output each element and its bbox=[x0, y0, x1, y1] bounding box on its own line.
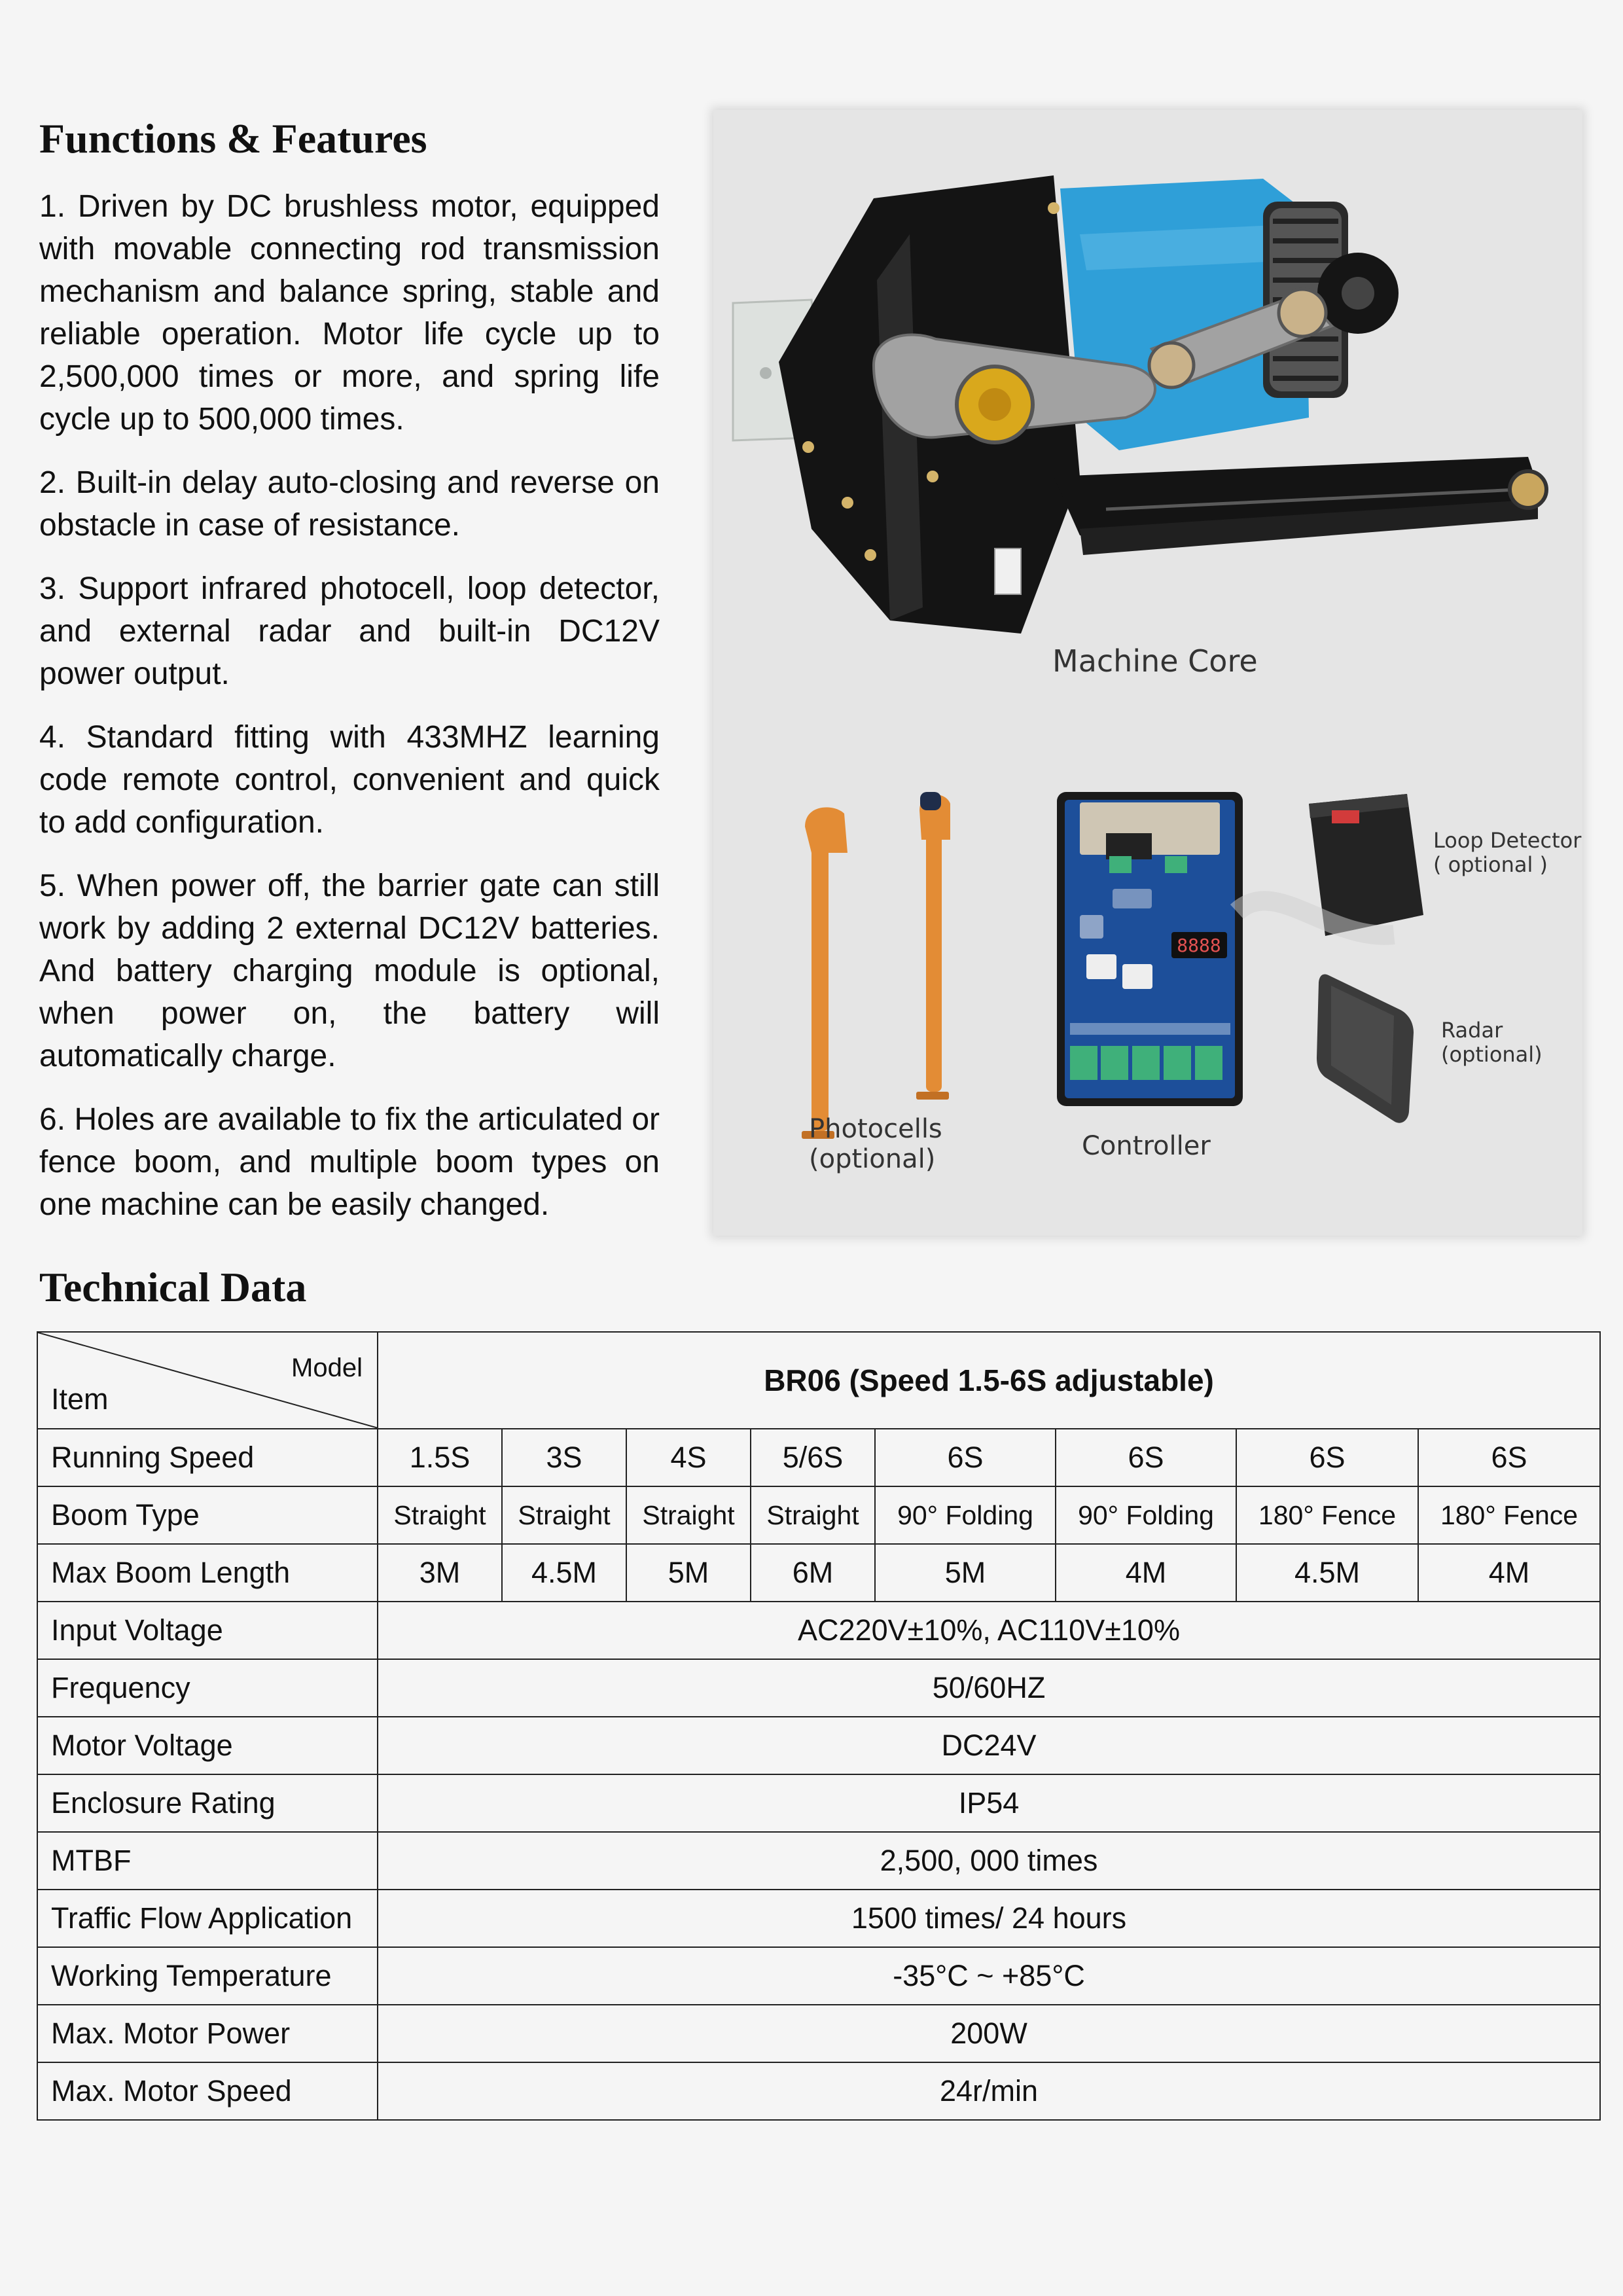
row-value: AC220V±10%, AC110V±10% bbox=[378, 1602, 1600, 1659]
row-label: Max. Motor Power bbox=[37, 2005, 378, 2062]
row-label: Max Boom Length bbox=[37, 1544, 378, 1602]
feature-item-2: 2. Built-in delay auto-closing and reverse on obstacle in case of resistance. bbox=[39, 465, 660, 543]
table-row-input-voltage bbox=[37, 1602, 1600, 1659]
header-corner-cell bbox=[37, 1332, 378, 1429]
caption-radar-line-1: Radar bbox=[1441, 1018, 1503, 1043]
row-label: Traffic Flow Application bbox=[37, 1890, 378, 1947]
machine-core-image bbox=[733, 175, 1546, 634]
row-label: Frequency bbox=[37, 1659, 378, 1717]
row-label: Input Voltage bbox=[37, 1602, 378, 1659]
radar-image bbox=[1317, 974, 1414, 1122]
table-cell: 4S bbox=[626, 1429, 751, 1486]
table-row-max-motor-power bbox=[37, 2005, 1600, 2062]
table-cell: 90° Folding bbox=[1056, 1486, 1236, 1544]
table-header-row bbox=[37, 1332, 1600, 1429]
row-value: 1500 times/ 24 hours bbox=[378, 1890, 1600, 1947]
caption-machine-core: Machine Core bbox=[1052, 643, 1258, 679]
photocell-right-image bbox=[916, 792, 950, 1100]
row-value: DC24V bbox=[378, 1717, 1600, 1774]
table-cell: 6S bbox=[1418, 1429, 1600, 1486]
product-image-panel bbox=[713, 110, 1582, 1236]
row-label: Working Temperature bbox=[37, 1947, 378, 2005]
caption-loop-detector bbox=[1433, 829, 1581, 877]
table-cell: 4M bbox=[1056, 1544, 1236, 1602]
table-cell: 90° Folding bbox=[875, 1486, 1056, 1544]
table-cell: 6S bbox=[1056, 1429, 1236, 1486]
features-list bbox=[39, 185, 660, 1247]
caption-loop-detector-line-1: Loop Detector bbox=[1433, 828, 1582, 853]
table-cell: Straight bbox=[751, 1486, 875, 1544]
feature-item-3: 3. Support infrared photocell, loop detector, and external radar and built-in DC12V power output. bbox=[39, 571, 660, 691]
table-row-traffic-flow bbox=[37, 1890, 1600, 1947]
table-row-working-temperature bbox=[37, 1947, 1600, 2005]
table-row-max-boom-length bbox=[37, 1544, 1600, 1602]
feature-item-6: 6. Holes are available to fix the articulated or fence boom, and multiple boom types on one machine can be easily changed. bbox=[39, 1102, 660, 1222]
table-cell: 6S bbox=[1236, 1429, 1418, 1486]
feature-item-4: 4. Standard fitting with 433MHZ learning code remote control, convenient and quick to add configuration. bbox=[39, 720, 660, 840]
model-name-cell: BR06 (Speed 1.5-6S adjustable) bbox=[378, 1332, 1600, 1429]
caption-photocells bbox=[809, 1114, 942, 1174]
row-label: Running Speed bbox=[37, 1429, 378, 1486]
table-cell: 180° Fence bbox=[1418, 1486, 1600, 1544]
table-cell: 6S bbox=[875, 1429, 1056, 1486]
row-value: IP54 bbox=[378, 1774, 1600, 1832]
row-value: -35°C ~ +85°C bbox=[378, 1947, 1600, 2005]
caption-controller: Controller bbox=[1082, 1131, 1211, 1161]
row-label: Enclosure Rating bbox=[37, 1774, 378, 1832]
table-cell: Straight bbox=[378, 1486, 502, 1544]
technical-data-table bbox=[37, 1331, 1601, 2121]
caption-radar-line-2: (optional) bbox=[1441, 1041, 1543, 1067]
table-cell: Straight bbox=[502, 1486, 626, 1544]
model-label: Model bbox=[291, 1354, 363, 1382]
table-cell: 4M bbox=[1418, 1544, 1600, 1602]
table-cell: 3M bbox=[378, 1544, 502, 1602]
controller-display-readout: 8888 bbox=[1177, 935, 1221, 956]
table-cell: 4.5M bbox=[1236, 1544, 1418, 1602]
table-row-motor-voltage bbox=[37, 1717, 1600, 1774]
table-cell: 5M bbox=[626, 1544, 751, 1602]
table-row-boom-type bbox=[37, 1486, 1600, 1544]
item-label: Item bbox=[51, 1382, 109, 1416]
feature-item-5: 5. When power off, the barrier gate can still work by adding 2 external DC12V batteries. And battery charging module is optional, when power on, the battery will automatically charge. bbox=[39, 869, 660, 1073]
caption-photocells-line-2: (optional) bbox=[809, 1144, 936, 1174]
table-cell: 5/6S bbox=[751, 1429, 875, 1486]
table-row-running-speed bbox=[37, 1429, 1600, 1486]
row-label: Motor Voltage bbox=[37, 1717, 378, 1774]
features-title: Functions & Features bbox=[39, 115, 427, 162]
row-value: 24r/min bbox=[378, 2062, 1600, 2120]
table-row-max-motor-speed bbox=[37, 2062, 1600, 2120]
table-cell: 3S bbox=[502, 1429, 626, 1486]
row-value: 2,500, 000 times bbox=[378, 1832, 1600, 1890]
table-row-enclosure-rating bbox=[37, 1774, 1600, 1832]
table-cell: 1.5S bbox=[378, 1429, 502, 1486]
caption-radar bbox=[1441, 1018, 1543, 1067]
technical-data-title: Technical Data bbox=[39, 1264, 307, 1310]
row-label: Max. Motor Speed bbox=[37, 2062, 378, 2120]
table-row-frequency bbox=[37, 1659, 1600, 1717]
feature-item-1: 1. Driven by DC brushless motor, equipped with movable connecting rod transmission mechanism and balance spring, stable and reliable operation. Motor life cycle up to 2,500,000 times or more, and spring life cycle up to 500,000 times. bbox=[39, 189, 660, 437]
row-label: MTBF bbox=[37, 1832, 378, 1890]
row-value: 200W bbox=[378, 2005, 1600, 2062]
row-value: 50/60HZ bbox=[378, 1659, 1600, 1717]
table-cell: 5M bbox=[875, 1544, 1056, 1602]
table-row-mtbf bbox=[37, 1832, 1600, 1890]
caption-photocells-line-1: Photocells bbox=[809, 1114, 942, 1144]
table-cell: Straight bbox=[626, 1486, 751, 1544]
caption-loop-detector-line-2: ( optional ) bbox=[1433, 852, 1548, 877]
table-cell: 180° Fence bbox=[1236, 1486, 1418, 1544]
table-cell: 6M bbox=[751, 1544, 875, 1602]
table-cell: 4.5M bbox=[502, 1544, 626, 1602]
row-label: Boom Type bbox=[37, 1486, 378, 1544]
loop-detector-image bbox=[1237, 794, 1423, 936]
photocell-left-image bbox=[802, 807, 847, 1139]
